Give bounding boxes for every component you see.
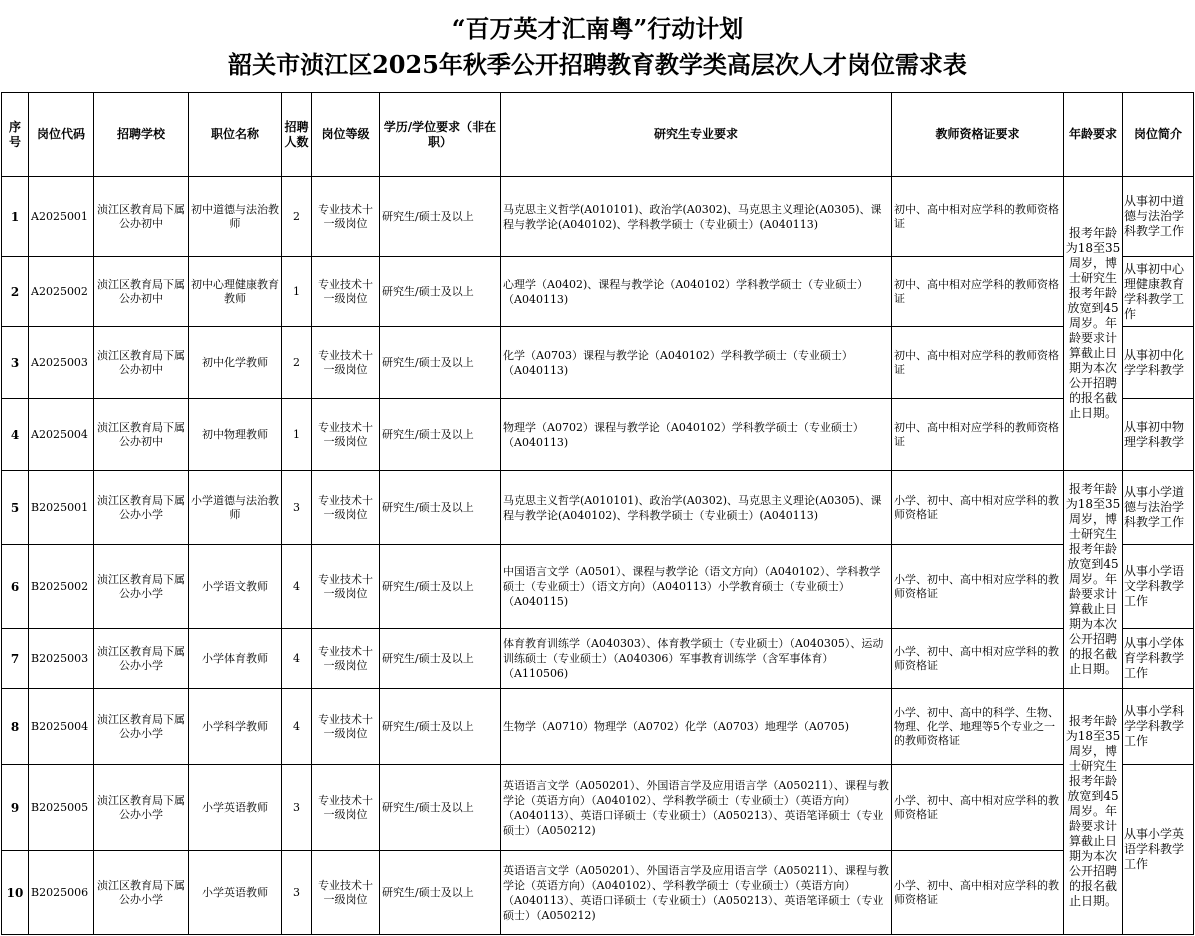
header-major: 研究生专业要求 <box>501 93 892 177</box>
cell-code: B2025004 <box>29 689 94 765</box>
table-row <box>2 545 1194 629</box>
cell-code: A2025003 <box>29 327 94 399</box>
cell-degree: 研究生/硕士及以上 <box>380 545 501 629</box>
cell-major: 中国语言文学（A0501）、课程与教学论（语文方向）（A040102）、学科教学硕士（专业硕士）（语文方向）（A040113）小学教育硕士（专业硕士）（A040115) <box>501 545 892 629</box>
cell-code: B2025001 <box>29 471 94 545</box>
cell-cert: 小学、初中、高中的科学、生物、物理、化学、地理等5个专业之一的教师资格证 <box>892 689 1064 765</box>
title-line-2: 韶关市浈江区2025年秋季公开招聘教育教学类高层次人才岗位需求表 <box>228 50 967 79</box>
cell-level: 专业技术十一级岗位 <box>312 851 380 935</box>
cell-count: 4 <box>282 629 312 689</box>
table-row <box>2 851 1194 935</box>
cell-intro: 从事初中物理学科教学 <box>1123 399 1194 471</box>
cell-seq: 4 <box>2 399 29 471</box>
cell-school: 浈江区教育局下属公办初中 <box>94 257 189 327</box>
cell-seq: 2 <box>2 257 29 327</box>
cell-school: 浈江区教育局下属公办初中 <box>94 327 189 399</box>
cell-school: 浈江区教育局下属公办小学 <box>94 471 189 545</box>
cell-school: 浈江区教育局下属公办小学 <box>94 629 189 689</box>
header-level: 岗位等级 <box>312 93 380 177</box>
cell-school: 浈江区教育局下属公办小学 <box>94 689 189 765</box>
cell-cert: 小学、初中、高中相对应学科的教师资格证 <box>892 851 1064 935</box>
cell-position: 初中化学教师 <box>189 327 282 399</box>
cell-degree: 研究生/硕士及以上 <box>380 471 501 545</box>
cell-major: 心理学（A0402)、课程与教学论（A040102）学科教学硕士（专业硕士）（A040113) <box>501 257 892 327</box>
cell-major: 体育教育训练学（A040303）、体育教学硕士（专业硕士）（A040305）、运动训练硕士（专业硕士）（A040306）军事教育训练学（含军事体育）（A110506) <box>501 629 892 689</box>
cell-intro: 从事小学道德与法治学科教学工作 <box>1123 471 1194 545</box>
table-row <box>2 765 1194 851</box>
cell-intro: 从事初中化学学科教学 <box>1123 327 1194 399</box>
header-position: 职位名称 <box>189 93 282 177</box>
cell-age-note: 报考年龄为18至35周岁，博士研究生报考年龄放宽到45周岁。年龄要求计算截止日期为本次公开招聘的报名截止日期。 <box>1064 471 1123 689</box>
cell-school: 浈江区教育局下属公办初中 <box>94 399 189 471</box>
cell-seq: 9 <box>2 765 29 851</box>
cell-position: 初中道德与法治教师 <box>189 177 282 257</box>
cell-level: 专业技术十一级岗位 <box>312 327 380 399</box>
cell-major: 英语语言文学（A050201）、外国语言学及应用语言学（A050211）、课程与教学论（英语方向）（A040102）、学科教学硕士（专业硕士）（英语方向）（A040113）、英语口译硕士（专业硕士）（A050213）、英语笔译硕士（专业硕士）（A050212) <box>501 765 892 851</box>
cell-cert: 小学、初中、高中相对应学科的教师资格证 <box>892 765 1064 851</box>
cell-level: 专业技术十一级岗位 <box>312 629 380 689</box>
cell-count: 3 <box>282 471 312 545</box>
cell-code: A2025002 <box>29 257 94 327</box>
cell-code: A2025001 <box>29 177 94 257</box>
cell-position: 初中物理教师 <box>189 399 282 471</box>
cell-seq: 5 <box>2 471 29 545</box>
title-line-1: “百万英才汇南粤”行动计划 <box>451 14 744 43</box>
cell-count: 2 <box>282 177 312 257</box>
cell-degree: 研究生/硕士及以上 <box>380 399 501 471</box>
cell-degree: 研究生/硕士及以上 <box>380 327 501 399</box>
cell-cert: 初中、高中相对应学科的教师资格证 <box>892 399 1064 471</box>
cell-position: 小学英语教师 <box>189 851 282 935</box>
header-intro: 岗位简介 <box>1123 93 1194 177</box>
cell-degree: 研究生/硕士及以上 <box>380 257 501 327</box>
cell-count: 3 <box>282 765 312 851</box>
table-row <box>2 257 1194 327</box>
cell-code: B2025002 <box>29 545 94 629</box>
cell-school: 浈江区教育局下属公办初中 <box>94 177 189 257</box>
header-school: 招聘学校 <box>94 93 189 177</box>
cell-cert: 初中、高中相对应学科的教师资格证 <box>892 327 1064 399</box>
cell-intro: 从事小学体育学科教学工作 <box>1123 629 1194 689</box>
cell-intro: 从事小学语文学科教学工作 <box>1123 545 1194 629</box>
table-row <box>2 327 1194 399</box>
table-row <box>2 689 1194 765</box>
table-row <box>2 399 1194 471</box>
cell-position: 初中心理健康教育教师 <box>189 257 282 327</box>
cell-school: 浈江区教育局下属公办小学 <box>94 765 189 851</box>
cell-seq: 10 <box>2 851 29 935</box>
cell-intro: 从事初中心理健康教育学科教学工作 <box>1123 257 1194 327</box>
cell-age-note: 报考年龄为18至35周岁，博士研究生报考年龄放宽到45周岁。年龄要求计算截止日期为本次公开招聘的报名截止日期。 <box>1064 689 1123 935</box>
cell-cert: 小学、初中、高中相对应学科的教师资格证 <box>892 471 1064 545</box>
cell-count: 4 <box>282 545 312 629</box>
cell-major: 化学（A0703）课程与教学论（A040102）学科教学硕士（专业硕士）（A040113) <box>501 327 892 399</box>
cell-major: 英语语言文学（A050201）、外国语言学及应用语言学（A050211）、课程与教学论（英语方向）（A040102）、学科教学硕士（专业硕士）（英语方向）（A040113）、英语口译硕士（专业硕士）（A050213）、英语笔译硕士（专业硕士）（A050212) <box>501 851 892 935</box>
cell-count: 3 <box>282 851 312 935</box>
cell-cert: 初中、高中相对应学科的教师资格证 <box>892 177 1064 257</box>
header-degree: 学历/学位要求（非在职） <box>380 93 501 177</box>
cell-degree: 研究生/硕士及以上 <box>380 177 501 257</box>
cell-position: 小学体育教师 <box>189 629 282 689</box>
cell-level: 专业技术十一级岗位 <box>312 471 380 545</box>
cell-cert: 小学、初中、高中相对应学科的教师资格证 <box>892 629 1064 689</box>
cell-count: 2 <box>282 327 312 399</box>
cell-degree: 研究生/硕士及以上 <box>380 851 501 935</box>
cell-position: 小学英语教师 <box>189 765 282 851</box>
cell-degree: 研究生/硕士及以上 <box>380 765 501 851</box>
cell-level: 专业技术十一级岗位 <box>312 689 380 765</box>
cell-seq: 3 <box>2 327 29 399</box>
cell-count: 4 <box>282 689 312 765</box>
cell-major: 马克思主义哲学(A010101)、政治学(A0302)、马克思主义理论(A0305)、课程与教学论(A040102)、学科教学硕士（专业硕士）(A040113) <box>501 471 892 545</box>
header-code: 岗位代码 <box>29 93 94 177</box>
header-age: 年龄要求 <box>1064 93 1123 177</box>
cell-count: 1 <box>282 399 312 471</box>
cell-code: A2025004 <box>29 399 94 471</box>
cell-code: B2025006 <box>29 851 94 935</box>
cell-intro: 从事小学科学学科教学工作 <box>1123 689 1194 765</box>
cell-level: 专业技术十一级岗位 <box>312 177 380 257</box>
table-row <box>2 177 1194 257</box>
header-row <box>2 93 1194 177</box>
cell-cert: 初中、高中相对应学科的教师资格证 <box>892 257 1064 327</box>
cell-level: 专业技术十一级岗位 <box>312 765 380 851</box>
cell-intro: 从事小学英语学科教学工作 <box>1123 765 1194 935</box>
cell-cert: 小学、初中、高中相对应学科的教师资格证 <box>892 545 1064 629</box>
cell-seq: 7 <box>2 629 29 689</box>
cell-position: 小学语文教师 <box>189 545 282 629</box>
cell-intro: 从事初中道德与法治学科教学工作 <box>1123 177 1194 257</box>
cell-position: 小学科学教师 <box>189 689 282 765</box>
cell-degree: 研究生/硕士及以上 <box>380 689 501 765</box>
cell-code: B2025003 <box>29 629 94 689</box>
job-requirements-table <box>1 92 1194 935</box>
cell-school: 浈江区教育局下属公办小学 <box>94 545 189 629</box>
cell-level: 专业技术十一级岗位 <box>312 399 380 471</box>
cell-position: 小学道德与法治教师 <box>189 471 282 545</box>
header-count: 招聘人数 <box>282 93 312 177</box>
cell-major: 马克思主义哲学(A010101)、政治学(A0302)、马克思主义理论(A0305)、课程与教学论(A040102)、学科教学硕士（专业硕士）(A040113) <box>501 177 892 257</box>
cell-seq: 8 <box>2 689 29 765</box>
cell-major: 生物学（A0710）物理学（A0702）化学（A0703）地理学（A0705) <box>501 689 892 765</box>
cell-seq: 1 <box>2 177 29 257</box>
cell-age-note: 报考年龄为18至35周岁，博士研究生报考年龄放宽到45周岁。年龄要求计算截止日期为本次公开招聘的报名截止日期。 <box>1064 177 1123 471</box>
cell-level: 专业技术十一级岗位 <box>312 257 380 327</box>
cell-seq: 6 <box>2 545 29 629</box>
cell-school: 浈江区教育局下属公办小学 <box>94 851 189 935</box>
table-row <box>2 629 1194 689</box>
cell-level: 专业技术十一级岗位 <box>312 545 380 629</box>
header-cert: 教师资格证要求 <box>892 93 1064 177</box>
header-seq: 序号 <box>2 93 29 177</box>
cell-degree: 研究生/硕士及以上 <box>380 629 501 689</box>
cell-major: 物理学（A0702）课程与教学论（A040102）学科教学硕士（专业硕士）（A040113) <box>501 399 892 471</box>
cell-count: 1 <box>282 257 312 327</box>
table-row <box>2 471 1194 545</box>
cell-code: B2025005 <box>29 765 94 851</box>
